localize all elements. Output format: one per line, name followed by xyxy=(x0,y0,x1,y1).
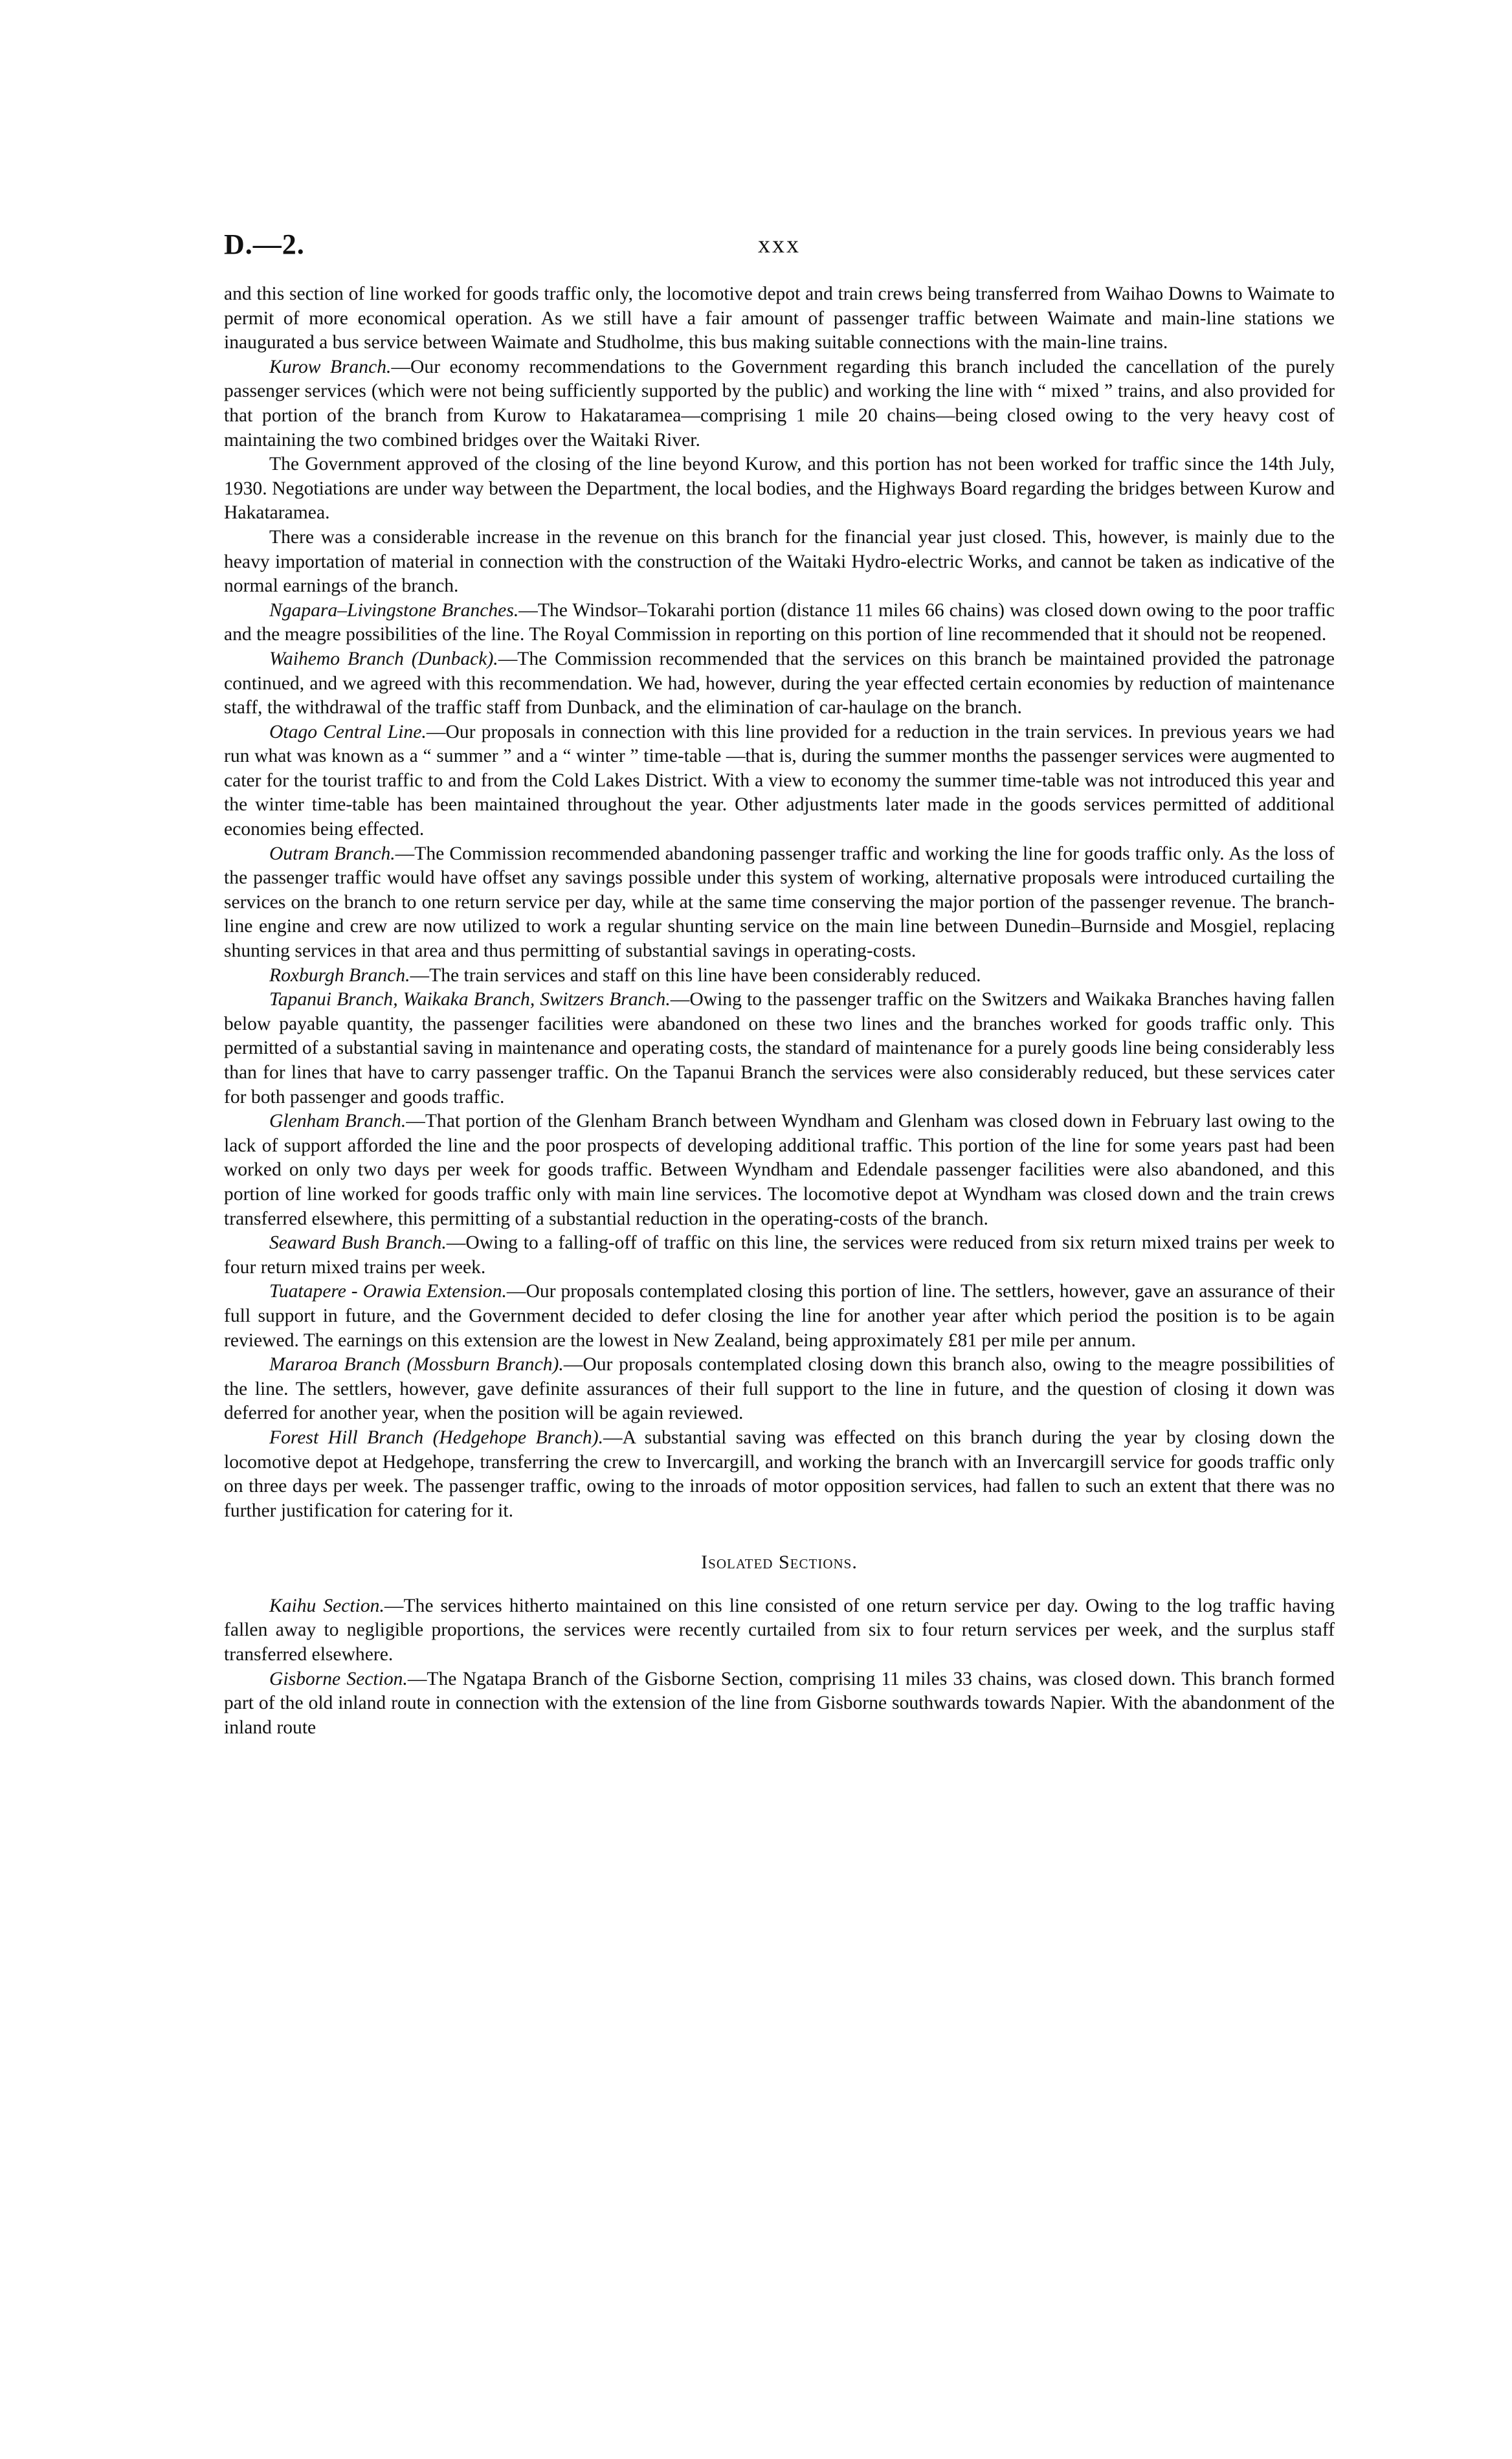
paragraph: Kaihu Section.—The services hitherto maintained on this line consisted of one return service per day. Owing to the log traffic having fallen away to negligible proportions, the services were recently curtailed from six to four return services per week, and the surplus staff transferred elsewhere. xyxy=(224,1595,1335,1665)
body-text xyxy=(224,282,1335,1740)
paragraph: Mararoa Branch (Mossburn Branch).—Our proposals contemplated closing down this branch also, owing to the meagre possibilities of the line. The settlers, however, gave definite assurances of their full support to the line in future, and the question of closing it down was deferred for another year, when the position will be again reviewed. xyxy=(224,1354,1335,1424)
paragraph: The Government approved of the closing of the line beyond Kurow, and this portion has not been worked for traffic since the 14th July, 1930. Negotiations are under way between the Department, the local bodies, and the Highways Board regarding the bridges between Kurow and Hakataramea. xyxy=(224,454,1335,524)
paragraph-title: Waihemo Branch (Dunback). xyxy=(269,648,498,669)
paragraph: Outram Branch.—The Commission recommended abandoning passenger traffic and working the line for goods traffic only. As the loss of the passenger traffic would have offset any savings possible under this system of working, alternative proposals were introduced curtailing the services on the branch to one return service per day, while at the same time conserving the major portion of the passenger revenue. The branch-line engine and crew are now utilized to work a regular shunting service on the main line between Dunedin–Burnside and Mosgiel, replacing shunting services in that area and thus permitting of substantial savings in operating-costs. xyxy=(224,843,1335,962)
section-heading: Isolated Sections. xyxy=(701,1552,858,1574)
paragraph: Kurow Branch.—Our economy recommendations to the Government regarding this branch included the cancellation of the purely passenger services (which were not being sufficiently supported by the public) and working the line with “ mixed ” trains, and also provided for that portion of the branch from Kurow to Hakataramea—comprising 1 mile 20 chains—being closed owing to the very heavy cost of maintaining the two combined bridges over the Waitaki River. xyxy=(224,356,1335,451)
page-header xyxy=(224,228,1335,267)
paragraph-title: Tapanui Branch, Waikaka Branch, Switzers Branch. xyxy=(269,989,671,1010)
paragraph-title: Ngapara–Livingstone Branches. xyxy=(269,599,519,621)
page-number: xxx xyxy=(758,231,801,258)
paragraph: Ngapara–Livingstone Branches.—The Windsor–Tokarahi portion (distance 11 miles 66 chains) was closed down owing to the poor traffic and the meagre possibilities of the line. The Royal Commission in reporting on this portion of line recommended that it should not be reopened. xyxy=(224,599,1335,645)
paragraph: Waihemo Branch (Dunback).—The Commission recommended that the services on this branch be maintained provided the patronage continued, and we agreed with this recommendation. We had, however, during the year effected certain economies by reduction of maintenance staff, the withdrawal of the traffic staff from Dunback, and the elimination of car-haulage on the branch. xyxy=(224,648,1335,718)
paragraph: Tuatapere - Orawia Extension.—Our proposals contemplated closing this portion of line. The settlers, however, gave an assurance of their full support in future, and the Government decided to defer closing the line for another year after which period the position is to be again reviewed. The earnings on this extension are the lowest in New Zealand, being approximately £81 per mile per annum. xyxy=(224,1281,1335,1351)
paragraph: Glenham Branch.—That portion of the Glenham Branch between Wyndham and Glenham was closed down in February last owing to the lack of support afforded the line and the poor prospects of developing additional traffic. This portion of the line for some years past had been worked on only two days per week for goods traffic. Between Wyndham and Edendale passenger facilities were also abandoned, and this portion of line worked for goods traffic only with main line services. The locomotive depot at Wyndham was closed down and the train crews transferred elsewhere, this permitting of a substantial reduction in the operating-costs of the branch. xyxy=(224,1111,1335,1229)
paragraph-title: Outram Branch. xyxy=(269,843,395,864)
paragraph: Forest Hill Branch (Hedgehope Branch).—A substantial saving was effected on this branch during the year by closing down the locomotive depot at Hedgehope, transferring the crew to Invercargill, and working the branch with an Invercargill service for goods traffic only on three days per week. The passenger traffic, owing to the inroads of motor opposition services, had fallen to such an extent that there was no further justification for catering for it. xyxy=(224,1427,1335,1521)
paragraph-title: Mararoa Branch (Mossburn Branch). xyxy=(269,1354,564,1375)
paragraph: Tapanui Branch, Waikaka Branch, Switzers Branch.—Owing to the passenger traffic on the Switzers and Waikaka Branches having fallen below payable quantity, the passenger facilities were abandoned on these two lines and the branches worked for goods traffic only. This permitted of a substantial saving in maintenance and operating costs, the standard of maintenance for a purely goods line being considerably less than for lines that have to carry passenger traffic. On the Tapanui Branch the services were also considerably reduced, but these services cater for both passenger and goods traffic. xyxy=(224,989,1335,1107)
paragraph-title: Kurow Branch. xyxy=(269,356,392,377)
paragraph-title: Tuatapere - Orawia Extension. xyxy=(269,1281,507,1302)
paragraph: Seaward Bush Branch.—Owing to a falling-off of traffic on this line, the services were reduced from six return mixed trains per week to four return mixed trains per week. xyxy=(224,1232,1335,1278)
paragraph-title: Forest Hill Branch (Hedgehope Branch). xyxy=(269,1427,603,1448)
paragraph-title: Gisborne Section. xyxy=(269,1668,408,1689)
paragraph: There was a considerable increase in the revenue on this branch for the financial year just closed. This, however, is mainly due to the heavy importation of material in connection with the construction of the Waitaki Hydro-electric Works, and cannot be taken as indicative of the normal earnings of the branch. xyxy=(224,526,1335,597)
paragraph: Otago Central Line.—Our proposals in connection with this line provided for a reduction in the train services. In previous years we had run what was known as a “ summer ” and a “ winter ” time-table —that is, during the summer months the passenger services were augmented to cater for the tourist traffic to and from the Cold Lakes District. With a view to economy the summer time-table was not introduced this year and the winter time-table has been maintained throughout the year. Other adjustments later made in the goods services permitted of additional economies being effected. xyxy=(224,721,1335,840)
paragraph: Gisborne Section.—The Ngatapa Branch of the Gisborne Section, comprising 11 miles 33 chains, was closed down. This branch formed part of the old inland route in connection with the extension of the line from Gisborne southwards towards Napier. With the abandonment of the inland route xyxy=(224,1668,1335,1738)
paragraph-title: Glenham Branch. xyxy=(269,1111,406,1132)
paragraph-title: Otago Central Line. xyxy=(269,721,427,742)
paragraph-title: Roxburgh Branch. xyxy=(269,964,410,986)
paragraph: and this section of line worked for goods traffic only, the locomotive depot and train crews being transferred from Waihao Downs to Waimate to permit of more economical operation. As we still have a fair amount of passenger traffic between Waimate and main-line stations we inaugurated a bus service between Waimate and Studholme, this bus making suitable connections with the main-line trains. xyxy=(224,284,1335,353)
paragraph: Roxburgh Branch.—The train services and staff on this line have been considerably reduced. xyxy=(269,964,981,986)
paragraph-title: Seaward Bush Branch. xyxy=(269,1232,447,1254)
document-code: D.—2. xyxy=(224,228,305,260)
paragraph-title: Kaihu Section. xyxy=(269,1595,384,1616)
